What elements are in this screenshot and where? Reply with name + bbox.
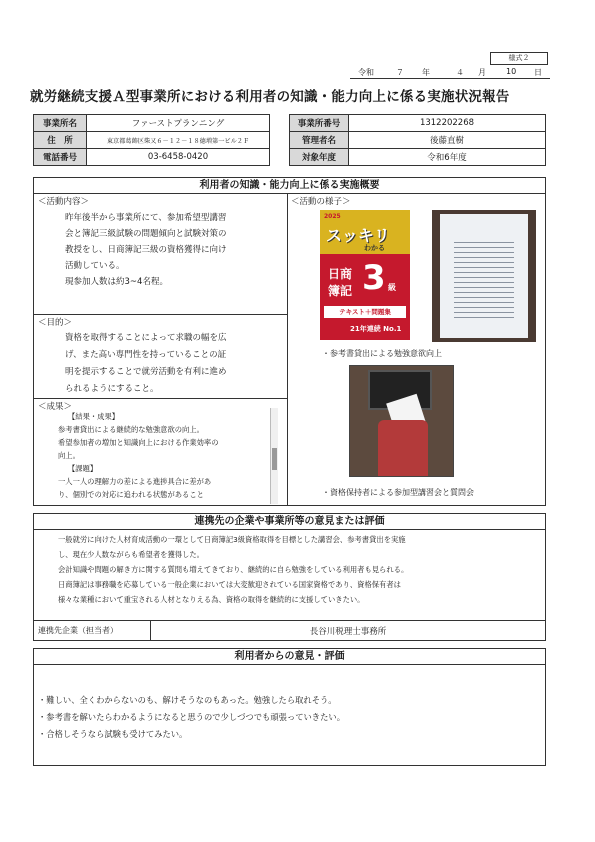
office-info-table: [33, 114, 270, 166]
results-line: 向上。: [58, 451, 80, 460]
book-line1: 日商: [328, 267, 353, 281]
evaluation-line: 日商簿記は事務職を応募している一般企業においては大変歓迎されている国家資格であり、資格保有者は: [58, 580, 401, 589]
date-era: 令和: [358, 68, 374, 77]
results-subheading: 【結果・成果】: [68, 412, 120, 421]
activity-line: 現参加人数は約3~4名程。: [65, 277, 168, 287]
purpose-line: 明を提示することで就労活動を有利に進め: [65, 367, 227, 377]
evaluation-text: [58, 532, 542, 607]
office-name-label: 事業所名: [34, 115, 87, 132]
feedback-text: [38, 692, 538, 743]
activity-line: 会と簿記三級試験の問題傾向と試験対策の: [65, 229, 227, 239]
target-year-value: 令和6年度: [349, 149, 546, 166]
form-number: 様式２: [490, 52, 548, 65]
evaluation-line: 様々な業種において重宝される人材となりえる為、資格の取得を継続的に支援していきたい。: [58, 595, 365, 604]
purpose-line: られるようにすること。: [65, 384, 159, 394]
divider: [34, 620, 545, 621]
book-subtitle: テキスト＋問題集: [324, 306, 406, 318]
manager-value: 後藤直樹: [349, 132, 546, 149]
lecture-photo: [349, 365, 454, 477]
purpose-line: 資格を取得することによって求職の幅を広: [65, 333, 227, 343]
photo-caption-2: ・資格保持者による参加型講習会と質問会: [322, 488, 474, 497]
overview-divider: [287, 193, 288, 506]
textbook-photo: [320, 210, 410, 340]
results-textbox: [58, 410, 270, 506]
activity-label: ＜活動内容＞: [38, 197, 90, 207]
scrollbar-thumb[interactable]: [272, 448, 277, 470]
results-line: 参考書貸出による継続的な勉強意欲の向上。: [58, 425, 204, 434]
book-brand: スッキリ: [326, 226, 390, 245]
book-rank: 21年連続 No.1: [350, 325, 402, 333]
manager-info-table: [289, 114, 546, 166]
office-no-label: 事業所番号: [290, 115, 349, 132]
feedback-line: ・参考書を解いたらわかるようになると思うので少しづつでも頑張っていきたい。: [38, 712, 345, 722]
purpose-label: ＜目的＞: [38, 318, 73, 328]
report-date: [350, 66, 550, 79]
feedback-line: ・難しい、全くわからないのも、解けそうなのもあった。勉強したら取れそう。: [38, 695, 337, 705]
partner-value: 長谷川税理士事務所: [309, 627, 387, 637]
evaluation-header: 連携先の企業や事業所等の意見または評価: [34, 514, 545, 530]
date-day-unit: 日: [534, 68, 542, 77]
evaluation-line: し、現在少人数ながらも希望者を獲得した。: [58, 550, 204, 559]
date-month-unit: 月: [478, 68, 486, 77]
activity-line: 教授をし、日商簿記三級の資格獲得に向け: [65, 245, 227, 255]
purpose-line: げ、また高い専門性を持っていることの証: [65, 350, 227, 360]
date-day: 10: [506, 67, 517, 76]
evaluation-line: 一般就労に向けた人材育成活動の一環として日商簿記3級資格取得を目標とした講習会、参考書貸出を実施: [58, 535, 406, 544]
target-year-label: 対象年度: [290, 149, 349, 166]
issues-subheading: 【課題】: [68, 464, 98, 473]
issue-line: 一人一人の理解力の差による進捗具合に差があ: [58, 477, 212, 486]
page-title: 就労継続支援Ａ型事業所における利用者の知識・能力向上に係る実施状況報告: [30, 89, 510, 105]
book-line2: 簿記: [328, 284, 353, 298]
overview-header: 利用者の知識・能力向上に係る実施概要: [34, 178, 545, 194]
purpose-text: [65, 330, 283, 398]
partner-label: 連携先企業（担当者）: [38, 626, 118, 635]
scrollbar[interactable]: [270, 408, 278, 504]
book-brand-sub: わかる: [364, 244, 385, 252]
results-label: ＜成果＞: [38, 402, 73, 412]
book-year-tag: 2025: [324, 213, 341, 220]
worksheet-lines: [454, 238, 514, 322]
results-line: 希望参加者の増加と知識向上における作業効率の: [58, 438, 219, 447]
divider: [34, 398, 287, 399]
manager-label: 管理者名: [290, 132, 349, 149]
book-grade-unit: 級: [388, 283, 396, 292]
worksheet-paper: [440, 214, 528, 338]
worksheet-photo: [432, 210, 536, 342]
divider: [34, 314, 287, 315]
date-month: ４: [456, 68, 464, 77]
activity-line: 昨年後半から事業所にて、参加希望型講習: [65, 213, 227, 223]
office-no-value: 1312202268: [349, 115, 546, 132]
feedback-line: ・合格しそうなら試験も受けてみたい。: [38, 729, 188, 739]
issue-line: り、個別での対応に追われる状態があること: [58, 490, 204, 499]
phone-label: 電話番号: [34, 149, 87, 166]
evaluation-line: 会計知識や問題の解き方に関する質問も増えてきており、継続的に自ら勉強をしている利用者も見られる。: [58, 565, 409, 574]
date-year-unit: 年: [422, 68, 430, 77]
activity-line: 活動している。: [65, 261, 125, 271]
activity-text: [65, 210, 283, 290]
address-value: 東京都葛飾区柴又６－１２－１８德増第一ビル２Ｆ: [87, 132, 270, 149]
person-figure: [378, 420, 428, 476]
book-grade: 3: [362, 258, 386, 298]
feedback-header: 利用者からの意見・評価: [34, 649, 545, 665]
date-year: ７: [396, 68, 404, 77]
office-name-value: ファーストプランニング: [87, 115, 270, 132]
phone-value: 03-6458-0420: [87, 149, 270, 166]
address-label: 住 所: [34, 132, 87, 149]
photos-label: ＜活動の様子＞: [291, 197, 351, 207]
photo-caption-1: ・参考書貸出による勉強意欲向上: [322, 349, 442, 358]
